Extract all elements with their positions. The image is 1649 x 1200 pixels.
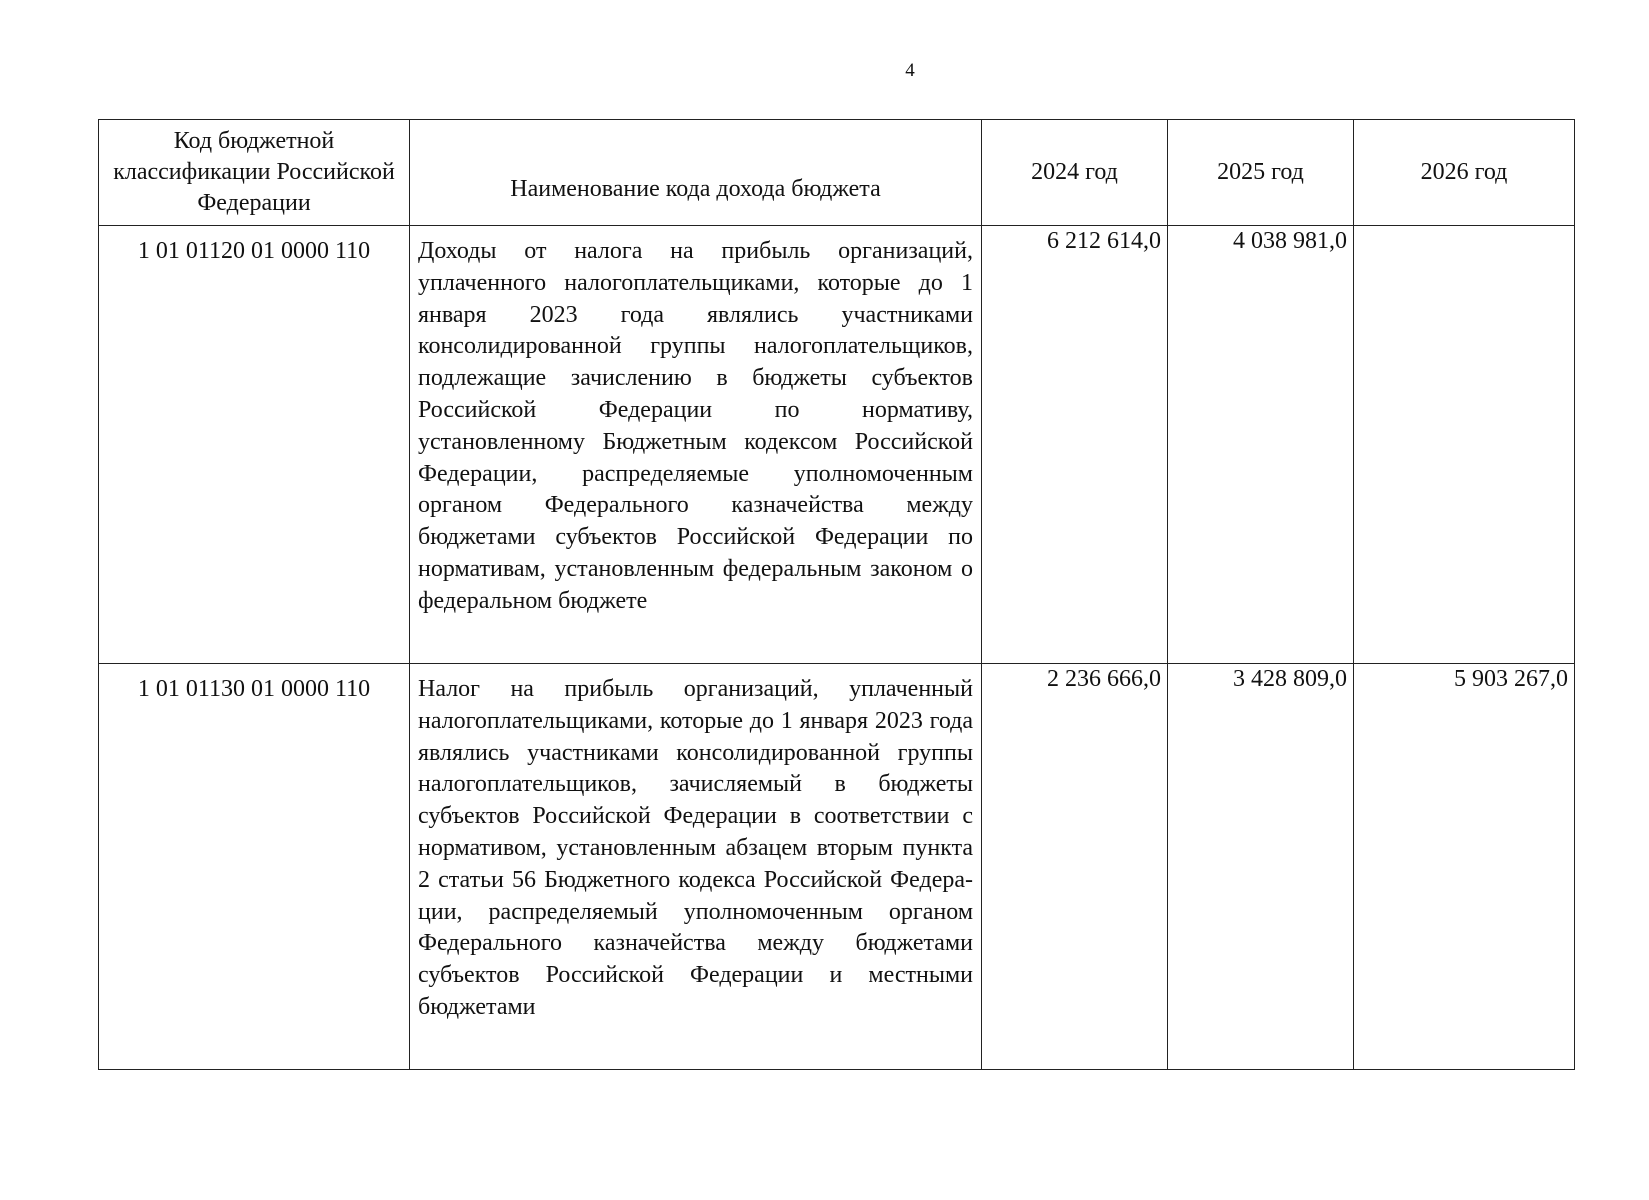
page-number: 4 [905, 60, 915, 81]
row-name: Доходы от налога на прибыль организаций, уплаченного налогоплательщиками, которые до 1 января 2023 года являлись участниками консолидированной группы налогоплательщиков, подлежащие зачислению в бюджеты субъектов Российской Федерации по нормативу, установленному Бюджетным кодексом Российской Федерации, распределяемые уполномоченным органом Федерального казначейства между бюджетами субъектов Российской Федерации по нормативам, установленным федеральным законом о федеральном бюджете [410, 226, 982, 664]
row-code: 1 01 01130 01 0000 110 [99, 664, 410, 1070]
header-2025: 2025 год [1168, 120, 1354, 226]
table-row [99, 664, 1575, 1070]
header-code: Код бюджетной классификации Российской Федерации [99, 120, 410, 226]
row-value-2026 [1354, 226, 1575, 664]
table-header-row [99, 120, 1575, 226]
header-name: Наименование кода дохода бюджета [410, 120, 982, 226]
budget-revenue-table [98, 119, 1575, 1070]
row-name: Налог на прибыль организаций, уплаченный налогоплательщиками, которые до 1 января 2023 года являлись участниками консолидированной группы налогоплательщиков, зачисляемый в бюджеты субъектов Российской Федерации в соответствии с нормативом, установленным абзацем вторым пункта 2 статьи 56 Бюджетного кодекса Российской Федерации, распределяемый уполномоченным органом Федерального казначейства между бюджетами субъектов Российской Федерации и местными бюджетами [410, 664, 982, 1070]
table-row [99, 226, 1575, 664]
row-value-2025: 4 038 981,0 [1168, 226, 1354, 664]
row-value-2026: 5 903 267,0 [1354, 664, 1575, 1070]
row-code: 1 01 01120 01 0000 110 [99, 226, 410, 664]
row-value-2024: 6 212 614,0 [982, 226, 1168, 664]
header-2026: 2026 год [1354, 120, 1575, 226]
row-value-2024: 2 236 666,0 [982, 664, 1168, 1070]
header-2024: 2024 год [982, 120, 1168, 226]
row-value-2025: 3 428 809,0 [1168, 664, 1354, 1070]
